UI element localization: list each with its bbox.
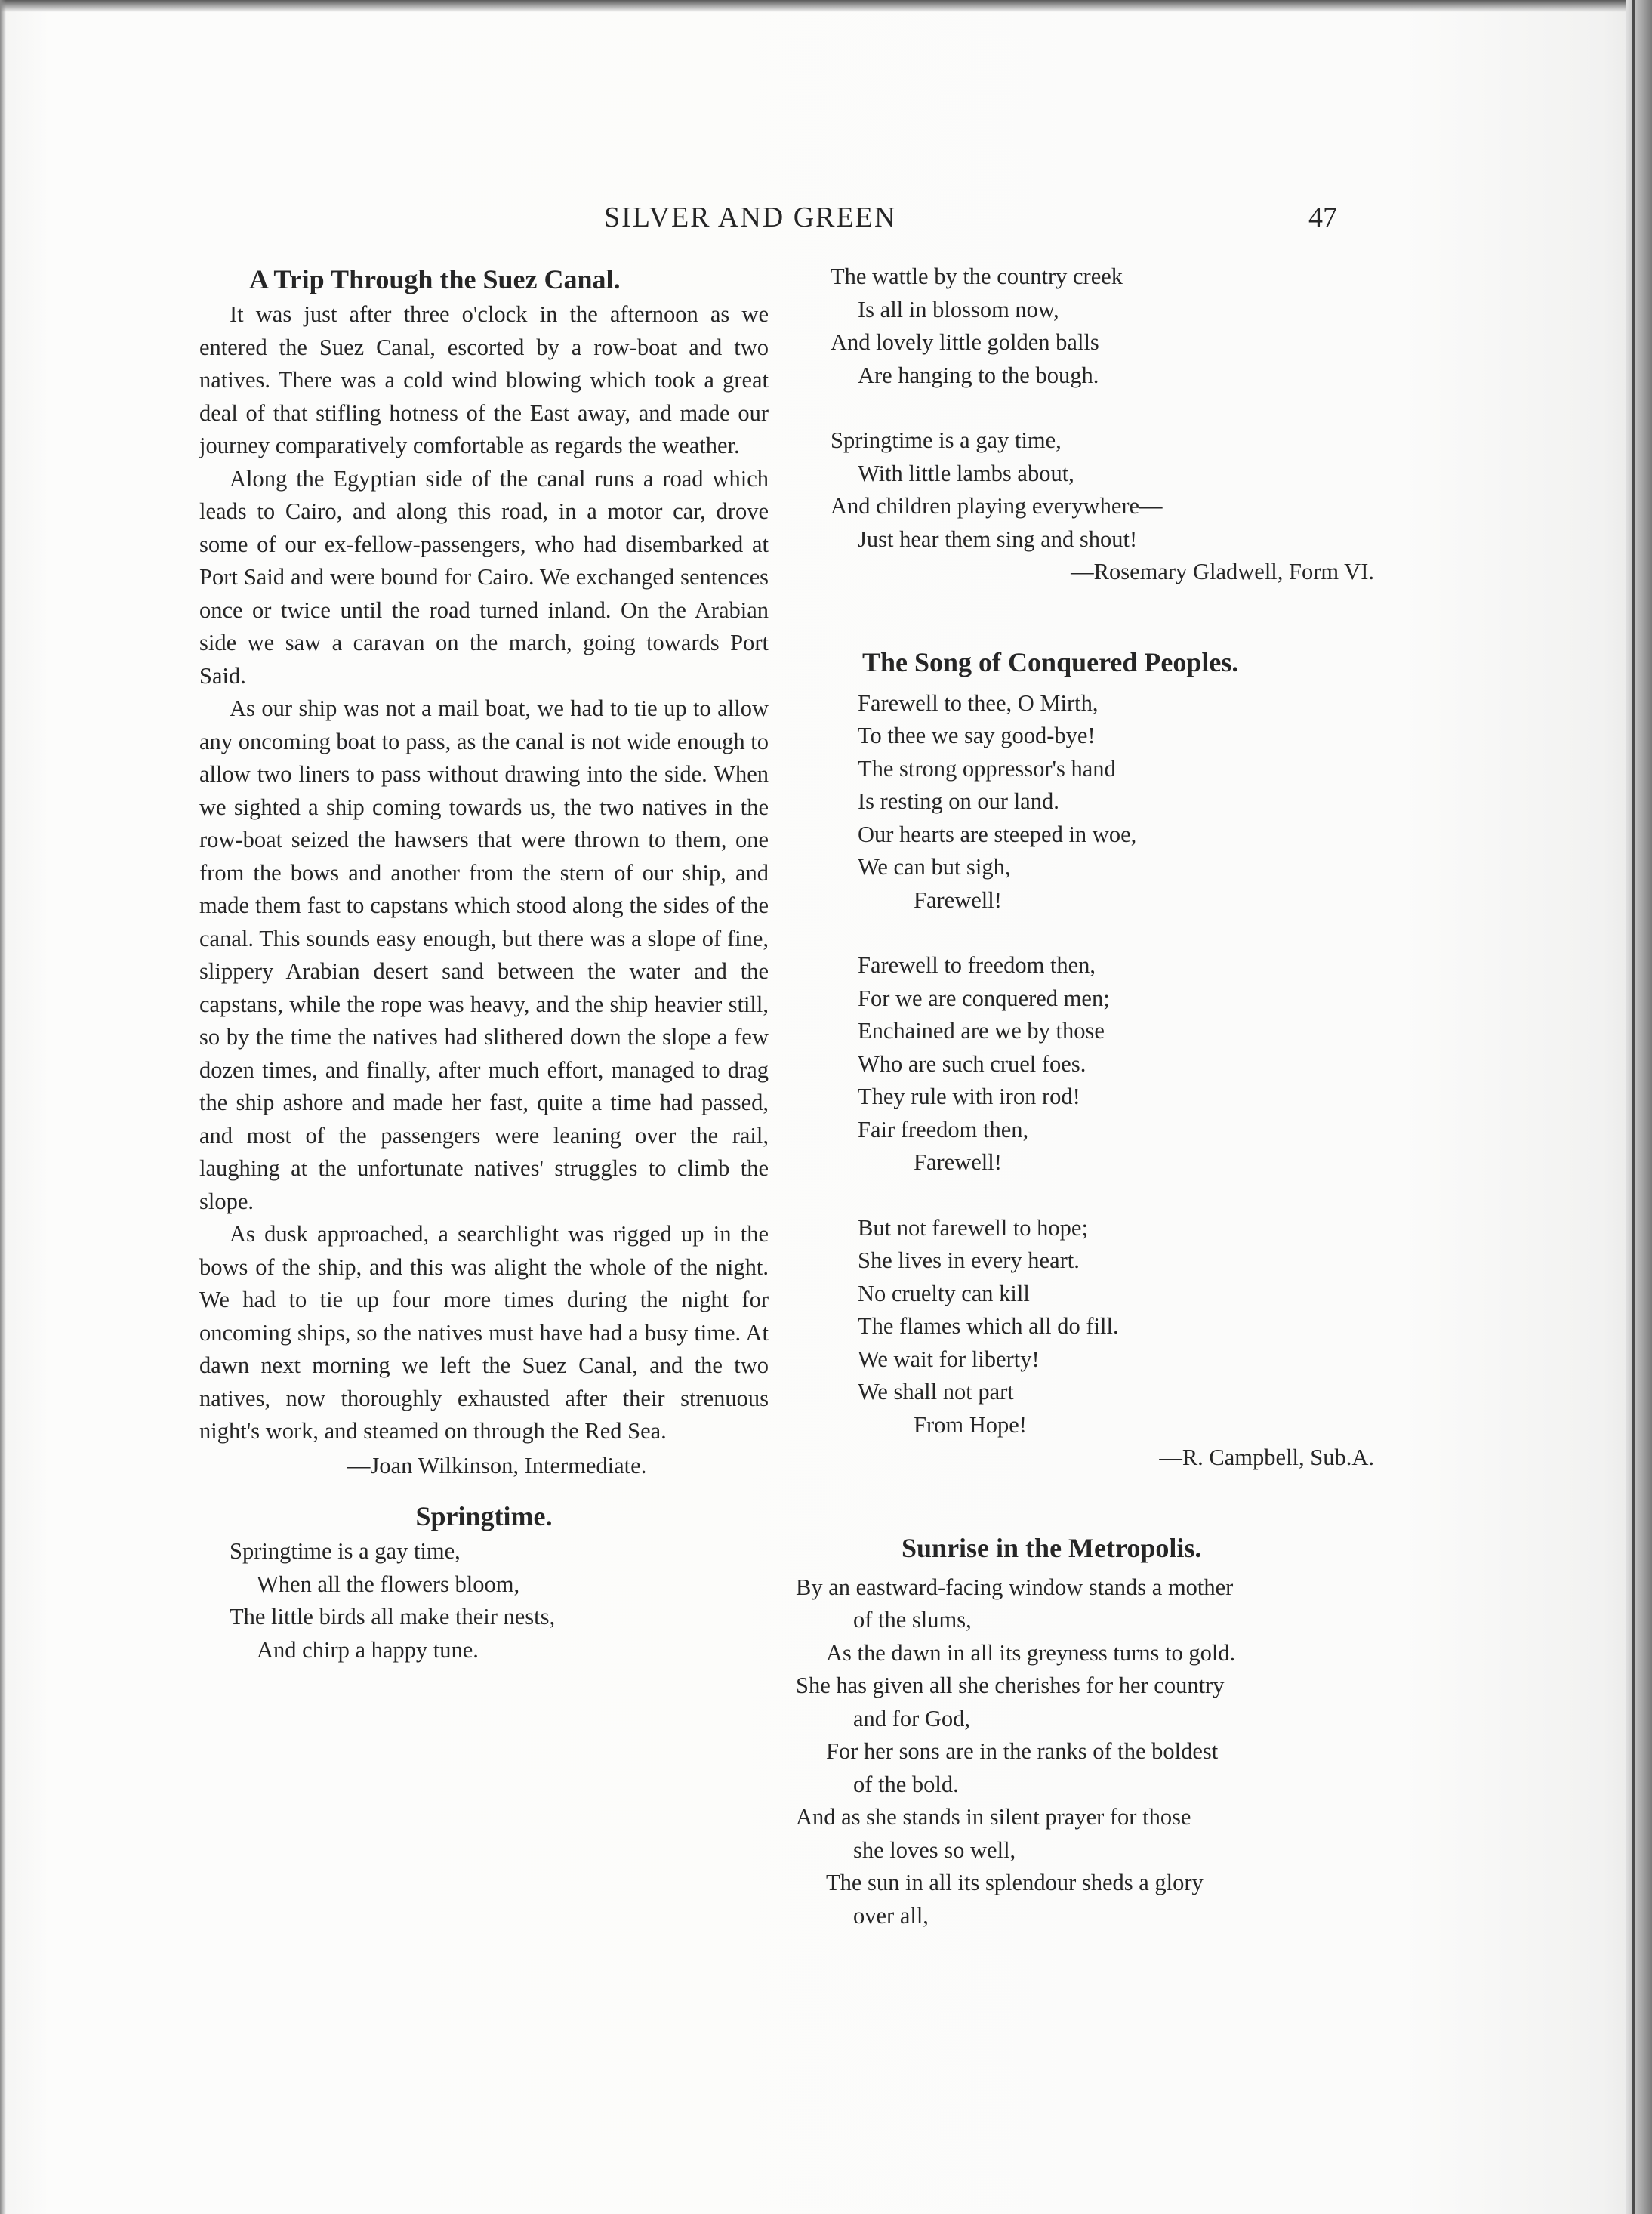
poem-line: Farewell to freedom then, <box>858 952 1096 978</box>
poem-line: And chirp a happy tune. <box>257 1636 479 1663</box>
poem-line: Farewell! <box>914 1149 1002 1175</box>
page-header <box>0 201 1652 239</box>
poem-line: When all the flowers bloom, <box>257 1571 520 1597</box>
poem-line: Enchained are we by those <box>858 1018 1105 1044</box>
section-gap <box>800 1475 1374 1529</box>
poem-line: As the dawn in all its greyness turns to gold. <box>826 1639 1236 1666</box>
poem-line: But not farewell to hope; <box>858 1214 1088 1241</box>
song-title: The Song of Conquered Peoples. <box>862 646 1239 677</box>
springtime-title: Springtime. <box>415 1501 553 1531</box>
springtime-verse-1 <box>199 1535 769 1667</box>
poem-line: We can but sigh, <box>858 854 1011 880</box>
title-spacer <box>800 681 1374 687</box>
poem-line: and for God, <box>853 1705 971 1731</box>
poem-line: For her sons are in the ranks of the boldest <box>826 1738 1219 1764</box>
poem-line: of the bold. <box>853 1771 959 1797</box>
article-paragraph: As our ship was not a mail boat, we had to tie up to allow any oncoming boat to pass, as the canal is not wide enough to allow two liners to pass without drawing into the side. When we sighted a ship coming towards us, the two natives in the row-boat seized the hawsers that were thrown to them, one from the bows and another from the stern of our ship, and made them fast to capstans which stood along the sides of the canal. This sounds easy enough, but there was a slope of fine, slippery Arabian desert sand between the water and the capstans, while the rope was heavy, and the ship heavier still, so by the time the natives had slithered down the slope a few dozen times, and finally, after much effort, managed to drag the ship ashore and made her fast, quite a time had passed, and most of the passengers were leaning over the rail, laughing at the unfortunate natives' struggles to climb the slope. <box>199 695 769 1214</box>
article-title: A Trip Through the Suez Canal. <box>249 264 621 294</box>
poem-line: Is all in blossom now, <box>858 296 1059 322</box>
poem-line: she loves so well, <box>853 1836 1016 1863</box>
page-left-edge <box>0 0 6 2214</box>
poem-line: By an eastward-facing window stands a mother <box>796 1574 1234 1600</box>
springtime-signature: —Rosemary Gladwell, Form VI. <box>1071 559 1374 584</box>
song-verse-1 <box>800 687 1374 917</box>
stanza-gap <box>800 1179 1374 1212</box>
poem-line: We shall not part <box>858 1379 1014 1405</box>
poem-line: No cruelty can kill <box>858 1280 1030 1306</box>
poem-line: Our hearts are steeped in woe, <box>858 821 1137 847</box>
poem-line: Just hear them sing and shout! <box>858 526 1138 552</box>
section-gap <box>800 589 1374 643</box>
running-title: SILVER AND GREEN <box>604 202 897 233</box>
song-verse-2 <box>800 949 1374 1179</box>
page-number: 47 <box>1308 202 1337 233</box>
poem-line: And as she stands in silent prayer for those <box>796 1804 1191 1830</box>
poem-line: Are hanging to the bough. <box>858 362 1099 388</box>
left-column <box>199 261 769 1667</box>
poem-line: And lovely little golden balls <box>831 329 1099 355</box>
poem-line: of the slums, <box>853 1607 972 1633</box>
poem-line: To thee we say good-bye! <box>858 723 1096 748</box>
poem-line: The wattle by the country creek <box>831 264 1123 289</box>
poem-line: With little lambs about, <box>858 460 1074 486</box>
article-signature: —Joan Wilkinson, Intermediate. <box>347 1452 647 1479</box>
article-paragraph: It was just after three o'clock in the afternoon as we entered the Suez Canal, escorted by a row-boat and two natives. There was a cold wind blowing which took a great deal of that stifling hotness of the East away, and made our journey comparatively comfortable as regards the weather. <box>199 301 769 458</box>
song-signature: —R. Campbell, Sub.A. <box>1159 1445 1374 1470</box>
poem-line: The sun in all its splendour sheds a glory <box>826 1870 1204 1895</box>
poem-line: Farewell! <box>914 887 1002 913</box>
poem-line: The little birds all make their nests, <box>230 1604 556 1630</box>
article-paragraph: As dusk approached, a searchlight was rigged up in the bows of the ship, and this was alight the whole of the night. We had to tie up four more times during the night for oncoming ships, so the natives must have had a busy time. At dawn next morning we left the Suez Canal, and the two natives, now thoroughly exhausted after their strenuous night's work, and steamed on through the Red Sea. <box>199 1221 769 1444</box>
page-binding-line <box>1632 0 1635 2214</box>
poem-line: The strong oppressor's hand <box>858 755 1116 782</box>
stanza-gap <box>800 917 1374 949</box>
article-paragraph: Along the Egyptian side of the canal runs a road which leads to Cairo, and along this road, in a motor car, drove some of our ex-fellow-passengers, who had disembarked at Port Said and were bound for Cairo. We exchanged sentences once or twice until the road turned inland. On the Arabian side we saw a caravan on the march, going towards Port Said. <box>199 465 769 689</box>
springtime-verse-3 <box>800 424 1374 556</box>
poem-line: Is resting on our land. <box>858 788 1059 814</box>
poem-line: Who are such cruel foes. <box>858 1050 1086 1077</box>
poem-line: They rule with iron rod! <box>858 1084 1080 1109</box>
springtime-verse-2 <box>800 261 1374 392</box>
poem-line: From Hope! <box>914 1411 1027 1438</box>
poem-line: She has given all she cherishes for her country <box>796 1673 1225 1698</box>
song-verse-3 <box>800 1212 1374 1442</box>
poem-line: For we are conquered men; <box>858 985 1110 1011</box>
poem-line: Fair freedom then, <box>858 1116 1029 1142</box>
sunrise-poem <box>796 1571 1374 1933</box>
poem-line: And children playing everywhere— <box>831 493 1163 519</box>
poem-line: Springtime is a gay time, <box>230 1538 461 1564</box>
stanza-gap <box>800 392 1374 424</box>
page-binding-edge <box>1626 0 1652 2214</box>
page-top-edge <box>0 0 1652 12</box>
article-body <box>199 298 769 1448</box>
poem-line: Springtime is a gay time, <box>831 427 1062 453</box>
poem-line: over all, <box>853 1902 929 1929</box>
poem-line: The flames which all do fill. <box>858 1313 1119 1339</box>
right-column <box>796 261 1374 1932</box>
poem-line: We wait for liberty! <box>858 1346 1040 1372</box>
sunrise-title: Sunrise in the Metropolis. <box>902 1532 1202 1563</box>
poem-line: She lives in every heart. <box>858 1247 1080 1273</box>
poem-line: Farewell to thee, O Mirth, <box>858 689 1099 716</box>
